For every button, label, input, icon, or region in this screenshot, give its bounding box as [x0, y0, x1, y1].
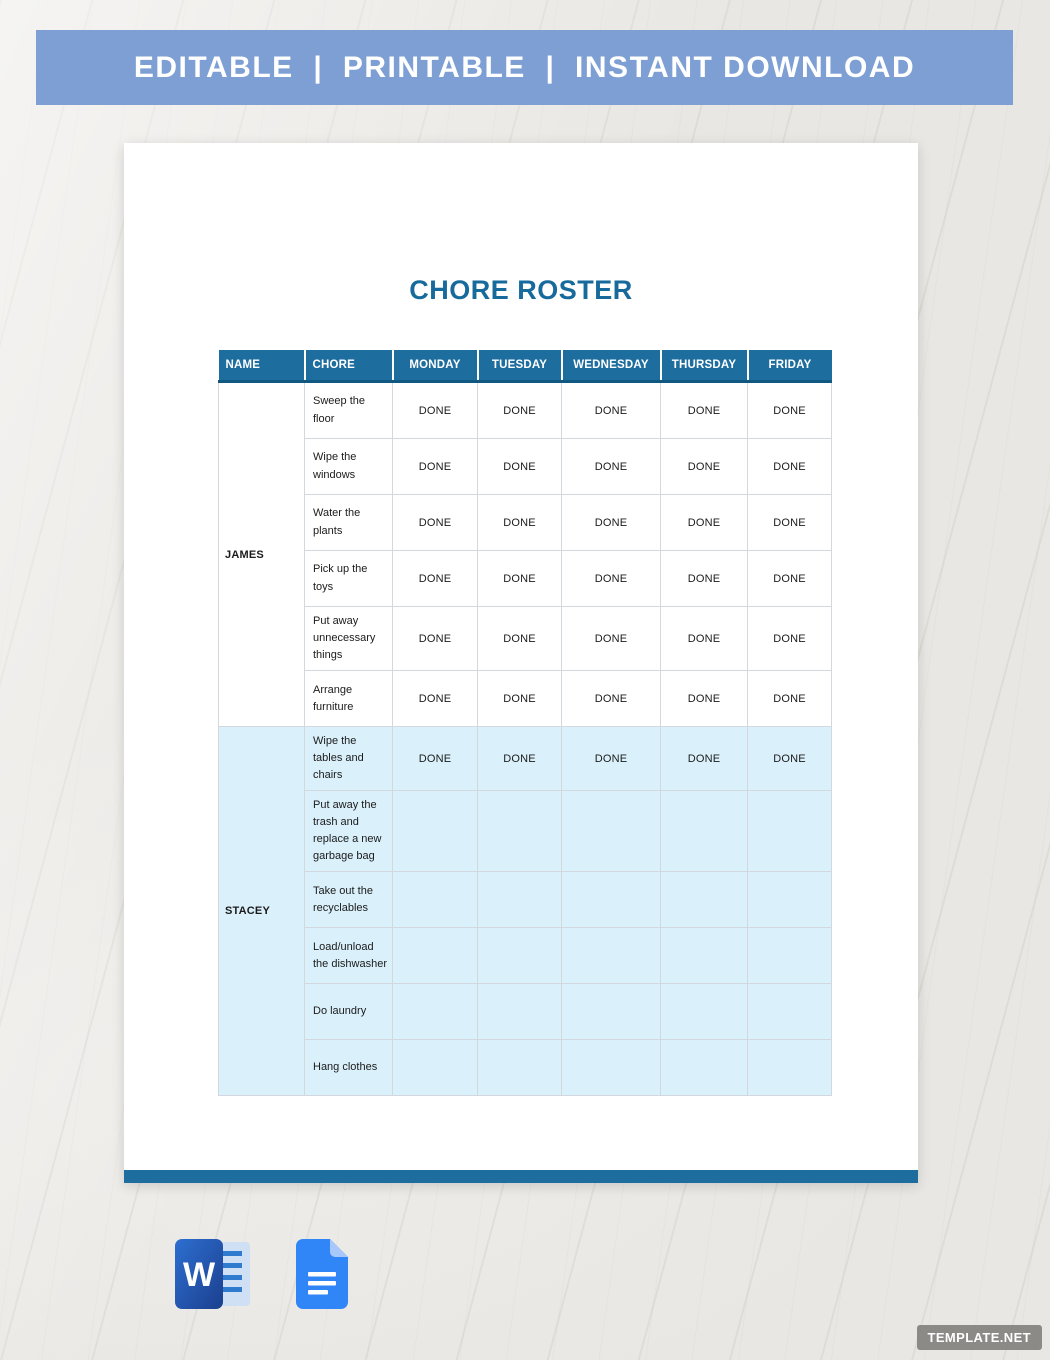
status-cell-done: DONE — [393, 727, 478, 791]
chore-cell: Wipe the tables and chairs — [305, 727, 393, 791]
status-cell-done: DONE — [562, 382, 661, 439]
status-cell-done: DONE — [393, 551, 478, 607]
status-cell-empty — [661, 984, 748, 1040]
status-cell-empty — [393, 928, 478, 984]
status-cell-empty — [393, 1040, 478, 1096]
status-cell-done: DONE — [478, 607, 562, 671]
column-header-thursday: THURSDAY — [661, 350, 748, 382]
status-cell-empty — [661, 1040, 748, 1096]
status-cell-done: DONE — [748, 439, 832, 495]
status-cell-done: DONE — [562, 439, 661, 495]
table-row — [219, 727, 832, 791]
status-cell-empty — [661, 791, 748, 872]
status-cell-empty — [478, 928, 562, 984]
chore-cell: Put away unnecessary things — [305, 607, 393, 671]
name-cell-james: JAMES — [219, 382, 305, 727]
google-docs-icon[interactable] — [296, 1239, 348, 1314]
banner-text: EDITABLE | PRINTABLE | INSTANT DOWNLOAD — [133, 50, 916, 84]
column-header-friday: FRIDAY — [748, 350, 832, 382]
table-row — [219, 671, 832, 727]
status-cell-done: DONE — [748, 607, 832, 671]
status-cell-empty — [478, 791, 562, 872]
svg-text:W: W — [182, 1256, 216, 1294]
chore-cell: Put away the trash and replace a new garbage bag — [305, 791, 393, 872]
column-header-wednesday: WEDNESDAY — [562, 350, 661, 382]
table-row — [219, 607, 832, 671]
status-cell-done: DONE — [661, 382, 748, 439]
status-cell-done: DONE — [661, 727, 748, 791]
table-header — [219, 350, 832, 382]
status-cell-empty — [661, 872, 748, 928]
chore-cell: Take out the recyclables — [305, 872, 393, 928]
chore-cell: Wipe the windows — [305, 439, 393, 495]
chore-cell: Sweep the floor — [305, 382, 393, 439]
table-row — [219, 984, 832, 1040]
status-cell-empty — [748, 872, 832, 928]
status-cell-done: DONE — [562, 495, 661, 551]
status-cell-empty — [661, 928, 748, 984]
status-cell-done: DONE — [478, 551, 562, 607]
status-cell-done: DONE — [748, 551, 832, 607]
chore-cell: Arrange furniture — [305, 671, 393, 727]
microsoft-word-icon[interactable] — [175, 1239, 253, 1314]
status-cell-done: DONE — [478, 382, 562, 439]
status-cell-done: DONE — [748, 671, 832, 727]
status-cell-done: DONE — [748, 495, 832, 551]
status-cell-done: DONE — [478, 439, 562, 495]
document-page — [124, 143, 918, 1183]
status-cell-done: DONE — [748, 727, 832, 791]
table-row — [219, 872, 832, 928]
status-cell-empty — [562, 791, 661, 872]
status-cell-done: DONE — [393, 382, 478, 439]
status-cell-done: DONE — [562, 607, 661, 671]
table-row — [219, 1040, 832, 1096]
chore-cell: Pick up the toys — [305, 551, 393, 607]
status-cell-empty — [562, 928, 661, 984]
column-header-chore: CHORE — [305, 350, 393, 382]
status-cell-empty — [393, 872, 478, 928]
status-cell-done: DONE — [393, 495, 478, 551]
column-header-name: NAME — [219, 350, 305, 382]
table-row — [219, 551, 832, 607]
status-cell-done: DONE — [478, 495, 562, 551]
status-cell-empty — [562, 1040, 661, 1096]
chore-cell: Load/unload the dishwasher — [305, 928, 393, 984]
template-net-watermark[interactable]: TEMPLATE.NET — [917, 1325, 1043, 1350]
status-cell-done: DONE — [393, 439, 478, 495]
status-cell-done: DONE — [661, 607, 748, 671]
status-cell-done: DONE — [661, 551, 748, 607]
chore-cell: Hang clothes — [305, 1040, 393, 1096]
table-row — [219, 928, 832, 984]
chore-cell: Water the plants — [305, 495, 393, 551]
page-bottom-accent-bar — [124, 1170, 918, 1183]
column-header-tuesday: TUESDAY — [478, 350, 562, 382]
status-cell-done: DONE — [562, 551, 661, 607]
status-cell-done: DONE — [393, 671, 478, 727]
table-row — [219, 791, 832, 872]
status-cell-done: DONE — [562, 727, 661, 791]
column-header-monday: MONDAY — [393, 350, 478, 382]
status-cell-done: DONE — [393, 607, 478, 671]
page-title: CHORE ROSTER — [409, 275, 633, 305]
status-cell-done: DONE — [478, 671, 562, 727]
status-cell-empty — [748, 984, 832, 1040]
status-cell-empty — [562, 984, 661, 1040]
chore-roster-table — [218, 350, 832, 1096]
status-cell-empty — [478, 1040, 562, 1096]
status-cell-empty — [562, 872, 661, 928]
status-cell-done: DONE — [661, 671, 748, 727]
status-cell-done: DONE — [748, 382, 832, 439]
status-cell-done: DONE — [661, 495, 748, 551]
status-cell-empty — [393, 984, 478, 1040]
status-cell-empty — [748, 791, 832, 872]
table-row — [219, 382, 832, 439]
table-body — [219, 382, 832, 1096]
status-cell-empty — [748, 1040, 832, 1096]
status-cell-done: DONE — [661, 439, 748, 495]
top-banner — [36, 30, 1013, 105]
table-header-row — [219, 350, 832, 382]
status-cell-done: DONE — [478, 727, 562, 791]
table-row — [219, 495, 832, 551]
status-cell-empty — [478, 872, 562, 928]
status-cell-done: DONE — [562, 671, 661, 727]
status-cell-empty — [478, 984, 562, 1040]
chore-cell: Do laundry — [305, 984, 393, 1040]
table-row — [219, 439, 832, 495]
name-cell-stacey: STACEY — [219, 727, 305, 1096]
status-cell-empty — [748, 928, 832, 984]
status-cell-empty — [393, 791, 478, 872]
